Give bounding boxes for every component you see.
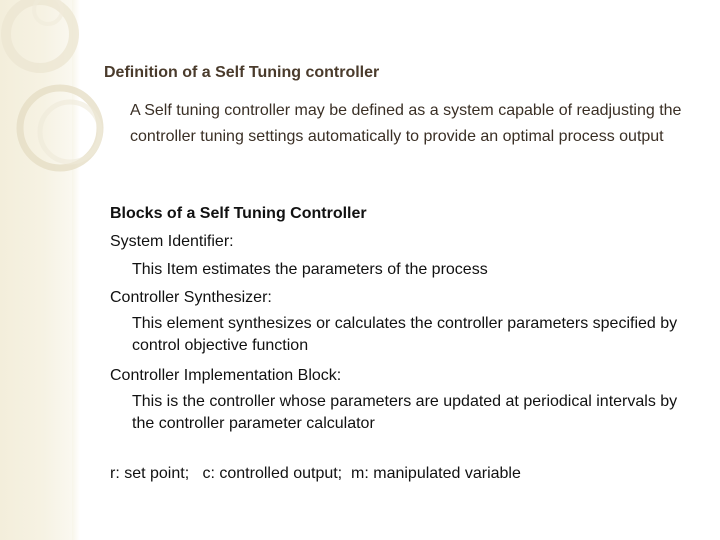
slide-title: Definition of a Self Tuning controller <box>104 64 380 81</box>
block-label-system-identifier: System Identifier: <box>110 233 234 250</box>
blocks-section <box>110 201 690 441</box>
block-desc-system-identifier: This Item estimates the parameters of the process <box>132 261 488 278</box>
block-label-controller-synthesizer: Controller Synthesizer: <box>110 289 272 306</box>
block-desc-controller-synthesizer: This element synthesizes or calculates the controller parameters specified by control objective function <box>132 315 678 354</box>
block-label-controller-implementation: Controller Implementation Block: <box>110 367 342 384</box>
variable-legend: r: set point; c: controlled output; m: manipulated variable <box>110 465 521 482</box>
blocks-heading: Blocks of a Self Tuning Controller <box>110 205 367 222</box>
definition-text: A Self tuning controller may be defined as a system capable of readjusting the controller tuning settings automatically to provide an optimal process output <box>130 102 682 145</box>
block-desc-controller-implementation: This is the controller whose parameters are updated at periodical intervals by the controller parameter calculator <box>132 393 678 432</box>
